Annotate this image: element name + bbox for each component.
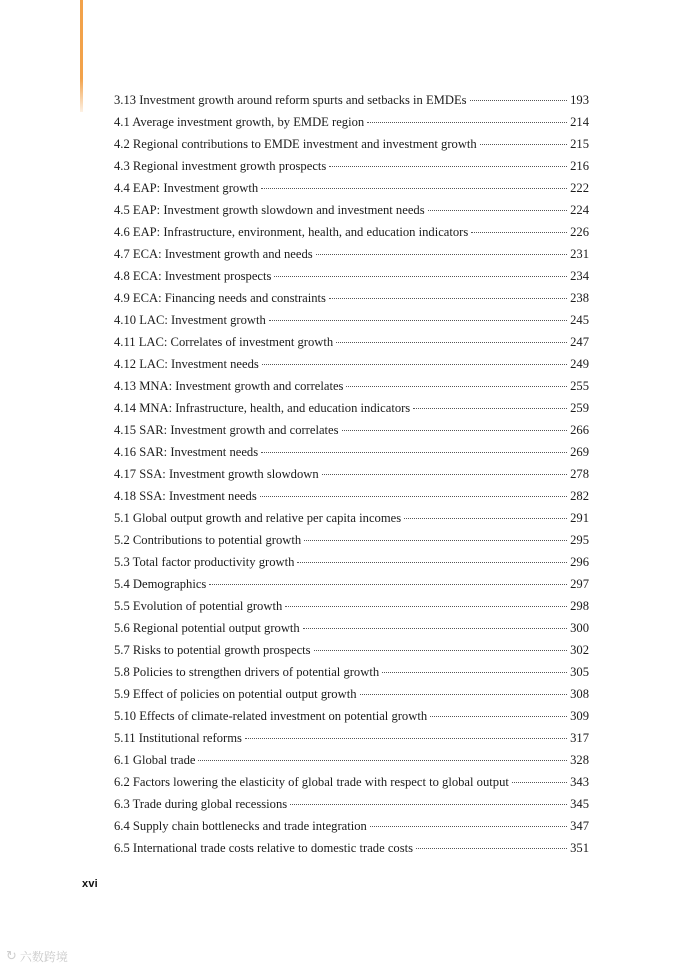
toc-entry[interactable]	[114, 463, 589, 485]
toc-entry-page: 300	[570, 621, 589, 635]
toc-entry-title: 4.9 ECA: Financing needs and constraints	[114, 291, 326, 305]
toc-entry[interactable]	[114, 397, 589, 419]
toc-entry-title: 4.4 EAP: Investment growth	[114, 181, 259, 195]
toc-entry[interactable]	[114, 683, 589, 705]
toc-entry[interactable]	[114, 309, 589, 331]
toc-entry-title: 6.5 International trade costs relative to domestic trade costs	[114, 841, 414, 855]
toc-dot-leader	[346, 386, 567, 387]
toc-entry-page: 278	[570, 467, 589, 481]
toc-dot-leader	[480, 144, 567, 145]
toc-dot-leader	[297, 562, 567, 563]
toc-dot-leader	[367, 122, 567, 123]
page-number: xvi	[82, 878, 98, 890]
toc-entry-page: 282	[570, 489, 589, 503]
toc-entry-title: 5.10 Effects of climate-related investment on potential growth	[114, 709, 428, 723]
toc-dot-leader	[285, 606, 567, 607]
toc-entry[interactable]	[114, 617, 589, 639]
toc-entry-page: 226	[570, 225, 589, 239]
toc-entry-title: 4.6 EAP: Infrastructure, environment, health, and education indicators	[114, 225, 469, 239]
toc-entry[interactable]	[114, 419, 589, 441]
toc-entry[interactable]	[114, 375, 589, 397]
toc-entry[interactable]	[114, 661, 589, 683]
toc-entry-title: 4.15 SAR: Investment growth and correlates	[114, 423, 339, 437]
toc-entry-title: 5.7 Risks to potential growth prospects	[114, 643, 311, 657]
toc-entry-title: 4.16 SAR: Investment needs	[114, 445, 259, 459]
toc-entry-title: 5.8 Policies to strengthen drivers of potential growth	[114, 665, 380, 679]
toc-entry[interactable]	[114, 749, 589, 771]
toc-entry[interactable]	[114, 529, 589, 551]
toc-entry-title: 6.2 Factors lowering the elasticity of global trade with respect to global output	[114, 775, 509, 789]
toc-entry-title: 6.3 Trade during global recessions	[114, 797, 288, 811]
toc-dot-leader	[416, 848, 567, 849]
toc-dot-leader	[370, 826, 567, 827]
toc-entry-title: 4.2 Regional contributions to EMDE investment and investment growth	[114, 137, 477, 151]
toc-dot-leader	[512, 782, 567, 783]
toc-entry-title: 4.17 SSA: Investment growth slowdown	[114, 467, 319, 481]
toc-dot-leader	[430, 716, 567, 717]
toc-entry-page: 297	[570, 577, 589, 591]
toc-entry[interactable]	[114, 595, 589, 617]
toc-entry[interactable]	[114, 243, 589, 265]
toc-dot-leader	[428, 210, 568, 211]
toc-dot-leader	[261, 452, 567, 453]
toc-dot-leader	[209, 584, 567, 585]
toc-entry-page: 317	[570, 731, 589, 745]
toc-dot-leader	[404, 518, 567, 519]
toc-entry-title: 4.12 LAC: Investment needs	[114, 357, 259, 371]
toc-entry-title: 5.3 Total factor productivity growth	[114, 555, 295, 569]
toc-entry[interactable]	[114, 265, 589, 287]
toc-entry-title: 5.6 Regional potential output growth	[114, 621, 300, 635]
toc-entry-title: 4.1 Average investment growth, by EMDE region	[114, 115, 365, 129]
toc-entry-page: 245	[570, 313, 589, 327]
toc-entry-page: 255	[570, 379, 589, 393]
toc-entry-title: 6.1 Global trade	[114, 753, 196, 767]
toc-dot-leader	[413, 408, 567, 409]
toc-entry-title: 4.10 LAC: Investment growth	[114, 313, 266, 327]
toc-entry-page: 214	[570, 115, 589, 129]
toc-entry-page: 216	[570, 159, 589, 173]
toc-entry-page: 224	[570, 203, 589, 217]
toc-entry-page: 215	[570, 137, 589, 151]
toc-entry-title: 6.4 Supply chain bottlenecks and trade integration	[114, 819, 367, 833]
toc-entry-page: 351	[570, 841, 589, 855]
toc-entry[interactable]	[114, 507, 589, 529]
toc-list	[114, 89, 589, 859]
toc-entry-page: 345	[570, 797, 589, 811]
watermark-logo-icon: ↻	[6, 949, 17, 964]
toc-entry[interactable]	[114, 551, 589, 573]
watermark	[6, 948, 68, 965]
toc-entry[interactable]	[114, 331, 589, 353]
toc-entry-page: 298	[570, 599, 589, 613]
toc-dot-leader	[304, 540, 567, 541]
toc-entry-page: 259	[570, 401, 589, 415]
toc-entry-page: 249	[570, 357, 589, 371]
toc-dot-leader	[336, 342, 567, 343]
toc-dot-leader	[269, 320, 567, 321]
toc-entry-title: 4.18 SSA: Investment needs	[114, 489, 257, 503]
toc-entry-title: 4.14 MNA: Infrastructure, health, and education indicators	[114, 401, 411, 415]
toc-dot-leader	[382, 672, 567, 673]
toc-entry-title: 4.13 MNA: Investment growth and correlates	[114, 379, 344, 393]
toc-entry-title: 5.9 Effect of policies on potential output growth	[114, 687, 357, 701]
toc-entry[interactable]	[114, 111, 589, 133]
toc-entry-title: 5.4 Demographics	[114, 577, 207, 591]
toc-entry[interactable]	[114, 705, 589, 727]
toc-entry[interactable]	[114, 793, 589, 815]
toc-dot-leader	[260, 496, 567, 497]
toc-entry-title: 4.8 ECA: Investment prospects	[114, 269, 272, 283]
toc-entry[interactable]	[114, 727, 589, 749]
toc-entry[interactable]	[114, 89, 589, 111]
toc-entry[interactable]	[114, 177, 589, 199]
toc-entry[interactable]	[114, 573, 589, 595]
toc-dot-leader	[245, 738, 567, 739]
toc-entry-page: 347	[570, 819, 589, 833]
toc-entry[interactable]	[114, 485, 589, 507]
toc-dot-leader	[274, 276, 567, 277]
toc-dot-leader	[329, 298, 567, 299]
toc-entry[interactable]	[114, 199, 589, 221]
toc-entry-page: 231	[570, 247, 589, 261]
toc-dot-leader	[198, 760, 567, 761]
toc-dot-leader	[262, 364, 567, 365]
toc-dot-leader	[303, 628, 567, 629]
toc-entry[interactable]	[114, 287, 589, 309]
toc-entry-title: 4.7 ECA: Investment growth and needs	[114, 247, 313, 261]
toc-entry[interactable]	[114, 771, 589, 793]
toc-dot-leader	[471, 232, 567, 233]
toc-dot-leader	[316, 254, 567, 255]
toc-entry-page: 308	[570, 687, 589, 701]
toc-entry-page: 266	[570, 423, 589, 437]
toc-entry-page: 238	[570, 291, 589, 305]
toc-dot-leader	[261, 188, 567, 189]
toc-dot-leader	[342, 430, 568, 431]
toc-entry-page: 222	[570, 181, 589, 195]
toc-entry[interactable]	[114, 155, 589, 177]
toc-entry-page: 234	[570, 269, 589, 283]
toc-entry[interactable]	[114, 441, 589, 463]
toc-entry-title: 5.5 Evolution of potential growth	[114, 599, 283, 613]
toc-dot-leader	[322, 474, 567, 475]
toc-dot-leader	[290, 804, 567, 805]
toc-entry-page: 302	[570, 643, 589, 657]
toc-entry-page: 247	[570, 335, 589, 349]
toc-entry-page: 296	[570, 555, 589, 569]
accent-bar	[80, 0, 83, 112]
toc-dot-leader	[470, 100, 568, 101]
toc-dot-leader	[329, 166, 567, 167]
toc-entry-title: 4.3 Regional investment growth prospects	[114, 159, 327, 173]
toc-entry-title: 4.5 EAP: Investment growth slowdown and investment needs	[114, 203, 425, 217]
toc-entry[interactable]	[114, 133, 589, 155]
toc-entry[interactable]	[114, 353, 589, 375]
toc-entry-page: 328	[570, 753, 589, 767]
toc-entry-page: 193	[570, 93, 589, 107]
toc-entry-page: 343	[570, 775, 589, 789]
toc-entry-page: 305	[570, 665, 589, 679]
toc-entry-title: 5.1 Global output growth and relative per capita incomes	[114, 511, 402, 525]
toc-entry[interactable]	[114, 837, 589, 859]
toc-entry-page: 269	[570, 445, 589, 459]
toc-entry[interactable]	[114, 221, 589, 243]
toc-entry-title: 5.11 Institutional reforms	[114, 731, 242, 745]
toc-entry-page: 309	[570, 709, 589, 723]
toc-entry-title: 5.2 Contributions to potential growth	[114, 533, 302, 547]
toc-entry[interactable]	[114, 815, 589, 837]
toc-entry-page: 291	[570, 511, 589, 525]
toc-entry[interactable]	[114, 639, 589, 661]
toc-entry-title: 3.13 Investment growth around reform spurts and setbacks in EMDEs	[114, 93, 467, 107]
toc-entry-page: 295	[570, 533, 589, 547]
toc-dot-leader	[314, 650, 568, 651]
watermark-text: 六数跨境	[19, 950, 68, 964]
toc-entry-title: 4.11 LAC: Correlates of investment growth	[114, 335, 334, 349]
toc-dot-leader	[360, 694, 568, 695]
